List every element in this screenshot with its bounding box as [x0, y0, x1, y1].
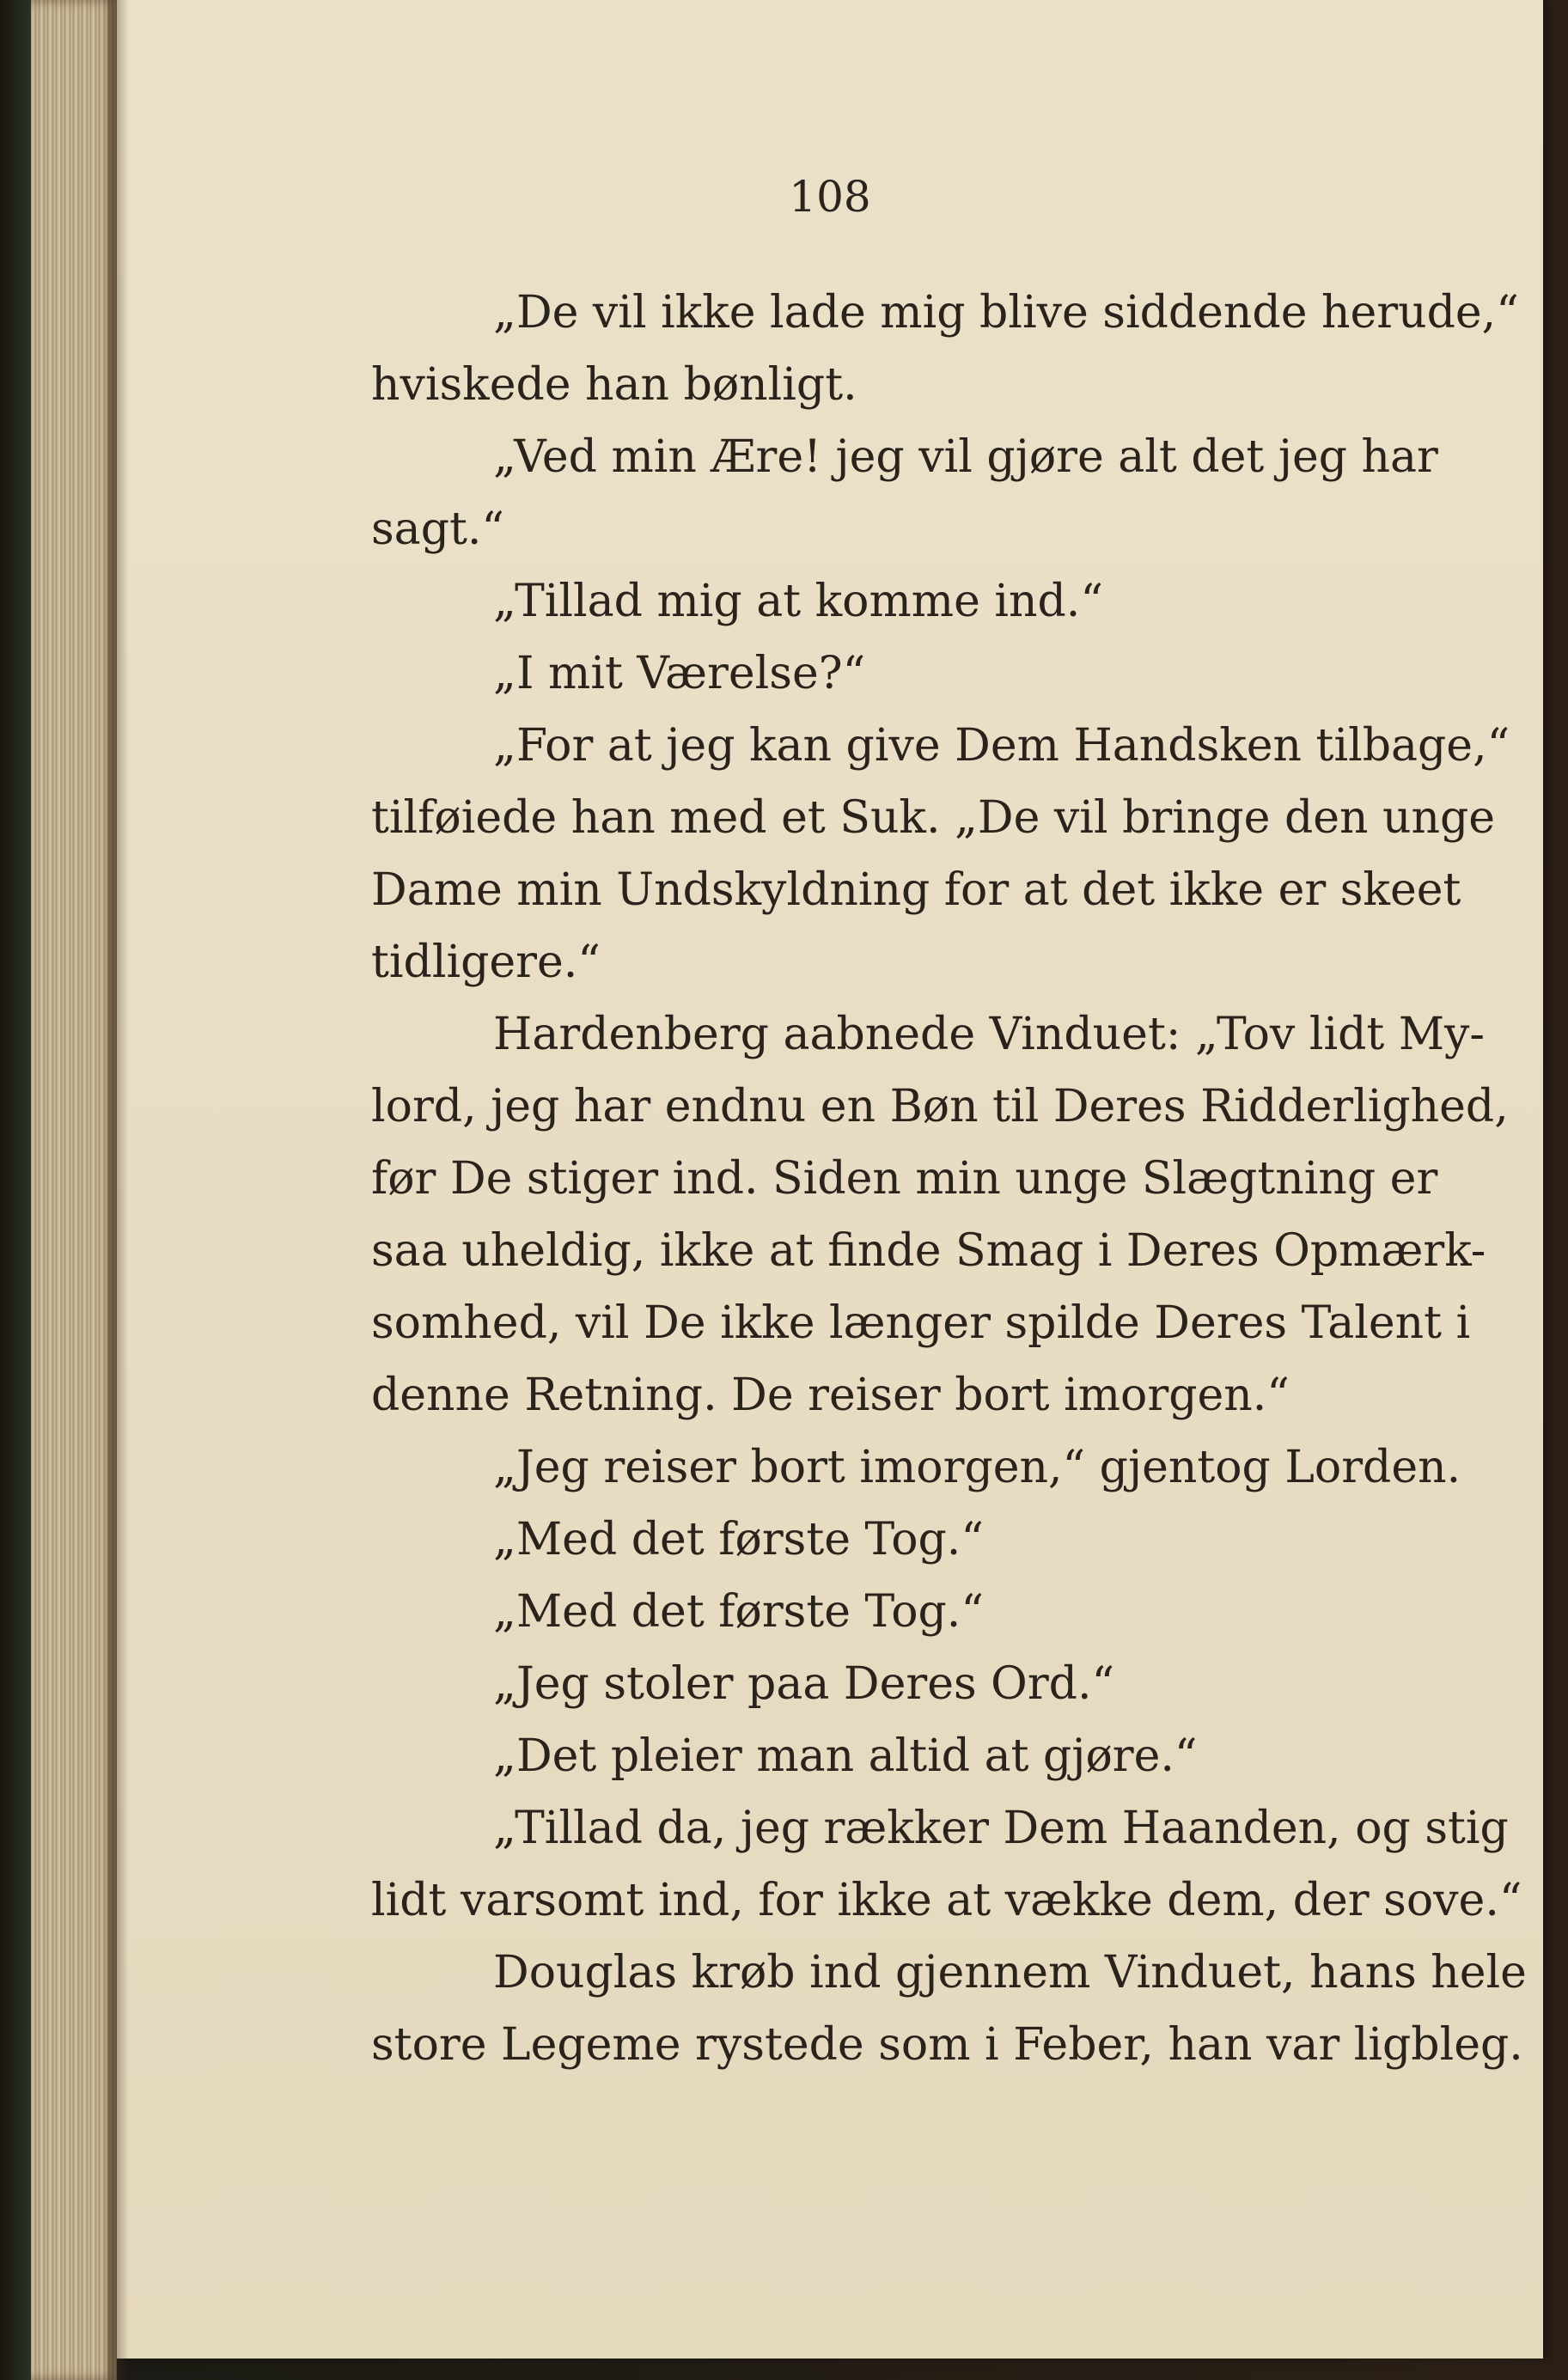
- text-line: „Tillad mig at komme ind.“: [493, 576, 1103, 627]
- text-line: somhed, vil De ikke længer spilde Deres Talent i: [371, 1297, 1471, 1349]
- text-line: „Jeg reiser bort imorgen,“ gjentog Lorden.: [493, 1442, 1461, 1493]
- text-line: „De vil ikke lade mig blive siddende herude,“: [493, 287, 1519, 339]
- text-line: store Legeme rystede som i Feber, han var ligbleg.: [371, 2019, 1523, 2071]
- text-line: lord, jeg har endnu en Bøn til Deres Ridderlighed,: [371, 1081, 1509, 1132]
- text-line: „I mit Værelse?“: [493, 648, 866, 699]
- text-line: „Med det første Tog.“: [493, 1586, 984, 1638]
- text-line: „Ved min Ære! jeg vil gjøre alt det jeg har: [493, 431, 1438, 483]
- binding-shadow: [108, 0, 129, 2380]
- text-line: hviskede han bønligt.: [371, 359, 857, 411]
- book-page: [117, 0, 1543, 2359]
- text-line: „Tillad da, jeg rækker Dem Haanden, og stig: [493, 1803, 1509, 1854]
- text-line: „For at jeg kan give Dem Handsken tilbage,“: [493, 720, 1510, 772]
- text-line: Douglas krøb ind gjennem Vinduet, hans hele: [493, 1947, 1527, 1999]
- text-line: lidt varsomt ind, for ikke at vække dem, der sove.“: [371, 1875, 1522, 1926]
- text-line: tilføiede han med et Suk. „De vil bringe den unge: [371, 792, 1496, 844]
- text-line: „Jeg stoler paa Deres Ord.“: [493, 1658, 1115, 1710]
- text-line: „Det pleier man altid at gjøre.“: [493, 1730, 1198, 1782]
- page-text-block: [371, 277, 1568, 2081]
- text-line: før De stiger ind. Siden min unge Slægtning er: [371, 1153, 1438, 1205]
- text-line: Dame min Undskyldning for at det ikke er skeet: [371, 864, 1461, 916]
- page-number: 108: [789, 172, 871, 222]
- text-line: Hardenberg aabnede Vinduet: „Tov lidt My-: [493, 1009, 1486, 1060]
- text-line: tidligere.“: [371, 937, 601, 988]
- text-line: „Med det første Tog.“: [493, 1514, 984, 1565]
- book-page-edges: [31, 0, 117, 2380]
- text-line: saa uheldig, ikke at finde Smag i Deres Opmærk-: [371, 1225, 1486, 1277]
- text-line: sagt.“: [371, 503, 504, 555]
- text-line: denne Retning. De reiser bort imorgen.“: [371, 1370, 1290, 1421]
